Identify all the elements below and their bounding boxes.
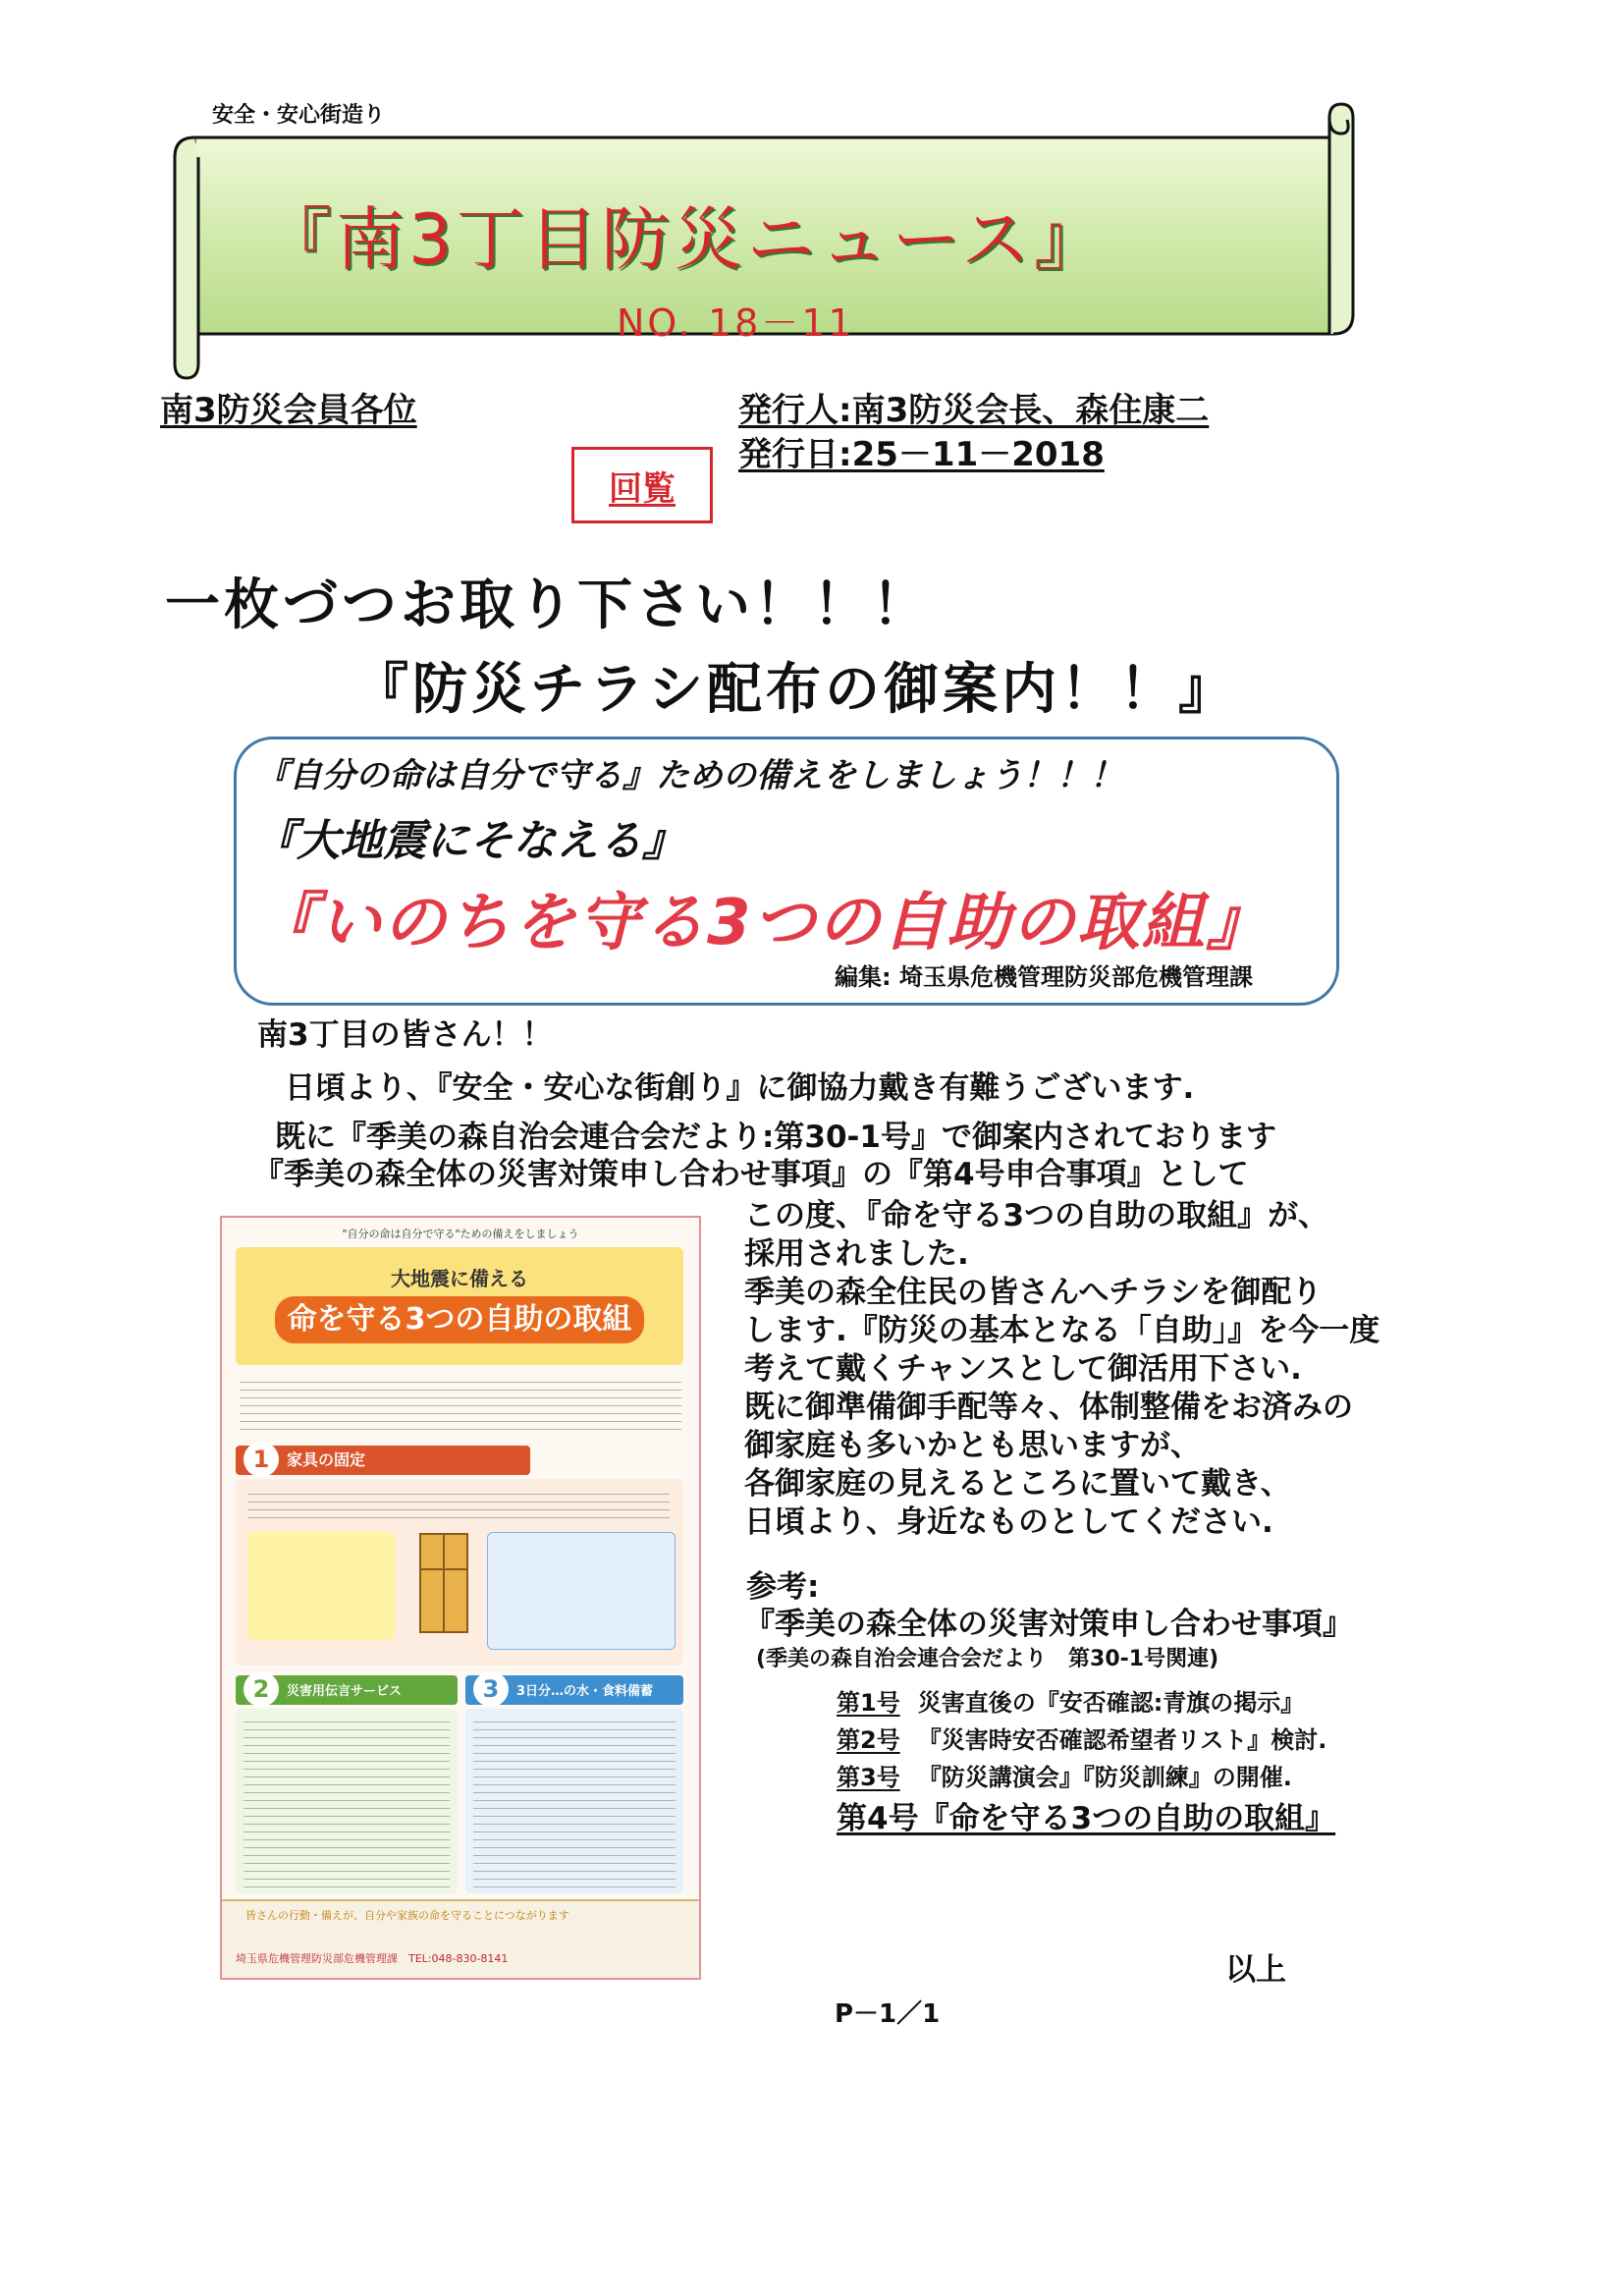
right-line-7: 御家庭も多いかとも思いますが、	[744, 1428, 1201, 1463]
circulation-stamp	[571, 447, 713, 523]
right-line-3: 季美の森全住民の皆さんへチラシを御配り	[744, 1275, 1323, 1310]
reference-item-text: 災害直後の『安否確認:青旗の掲示』	[917, 1689, 1305, 1717]
reference-title: 『季美の森全体の災害対策申し合わせ事項』	[744, 1607, 1353, 1642]
kicker-label: 安全・安心街造り	[212, 103, 386, 128]
reference-item	[837, 1758, 1292, 1792]
reference-subtitle: (季美の森自治会連合会だより 第30-1号関連)	[756, 1647, 1219, 1671]
reference-item-number: 第1号	[837, 1689, 900, 1717]
paragraph-1: 日頃より、『安全・安心な街創り』に御協力戴き有難うございます.	[285, 1070, 1195, 1106]
flyer-section-3-text	[473, 1715, 676, 1887]
reference-item	[837, 1683, 1304, 1718]
right-line-6: 既に御準備御手配等々、体制整備をお済みの	[744, 1390, 1353, 1425]
issue-date: 発行日:25－11－2018	[738, 435, 1105, 474]
reference-item-text: 『命を守る3つの自助の取組』	[918, 1801, 1336, 1836]
newsletter-title: 『南3丁目防災ニュース』	[263, 199, 1108, 280]
flyer-section-2-number: 2	[243, 1671, 279, 1707]
reference-item-number: 第3号	[837, 1764, 900, 1791]
flyer-section-3-number: 3	[473, 1671, 509, 1707]
paragraph-3: 『季美の森全体の災害対策申し合わせ事項』の『第4号申合事項』として	[253, 1157, 1249, 1192]
reference-item-text: 『災害時安否確認希望者リスト』検討.	[917, 1726, 1327, 1754]
slogan-line-3: 『いのちを守る3つの自助の取組』	[253, 887, 1271, 959]
flyer-thumbnail	[220, 1216, 701, 1980]
flyer-section-1-title: 家具の固定	[287, 1450, 366, 1469]
flyer-title: 命を守る3つの自助の取組	[275, 1296, 644, 1343]
cabinet-icon	[414, 1530, 473, 1638]
flyer-section-3-title: 3日分…の水・食料備蓄	[516, 1684, 654, 1699]
flyer-footer-message: 皆さんの行動・備えが、自分や家族の命を守ることにつながります	[245, 1909, 569, 1922]
flyer-intro-text	[240, 1375, 681, 1434]
headline-line-2: 『防災チラシ配布の御案内！！』	[353, 658, 1237, 722]
reference-item-text: 『防災講演会』『防災訓練』の開催.	[917, 1764, 1292, 1791]
headline-line-1: 一枚づつお取り下さい！！！	[165, 574, 931, 637]
slogan-editor: 編集: 埼玉県危機管理防災部危機管理課	[835, 963, 1253, 991]
flyer-section-1-header	[236, 1446, 530, 1475]
flyer-section-3-header	[465, 1675, 683, 1705]
right-line-2: 採用されました.	[744, 1236, 969, 1272]
greeting: 南3丁目の皆さん！！	[257, 1017, 553, 1053]
flyer-checklist	[487, 1532, 676, 1650]
right-line-8: 各御家庭の見えるところに置いて戴き、	[744, 1466, 1291, 1502]
closing-mark: 以上	[1225, 1952, 1286, 1988]
flyer-section-2-text	[243, 1715, 450, 1887]
flyer-section-1-number: 1	[243, 1442, 279, 1477]
flyer-section-1-text	[247, 1487, 670, 1518]
right-line-1: この度、『命を守る3つの自助の取組』が、	[744, 1198, 1329, 1233]
reference-label: 参考:	[746, 1569, 820, 1605]
circulation-label: 回覧	[609, 468, 676, 509]
paragraph-2: 既に『季美の森自治会連合会だより:第30-1号』で御案内されております	[275, 1120, 1276, 1155]
flyer-hero	[236, 1247, 683, 1365]
reference-item	[837, 1793, 1335, 1837]
reference-item	[837, 1721, 1326, 1755]
flyer-section-2-header	[236, 1675, 458, 1705]
flyer-footer-contact: 埼玉県危機管理防災部危機管理課 TEL:048-830-8141	[236, 1952, 509, 1965]
page-number: P－1／1	[835, 1999, 941, 2029]
flyer-footer	[222, 1899, 699, 1980]
reference-item-number: 第4号	[837, 1801, 919, 1836]
flyer-furniture-note	[247, 1532, 395, 1640]
flyer-top-text: "自分の命は自分で守る"ための備えをしましょう	[342, 1228, 579, 1240]
reference-item-number: 第2号	[837, 1726, 900, 1754]
recipients: 南3防災会員各位	[160, 391, 417, 430]
issue-number: NO. 18－11	[617, 301, 855, 345]
right-line-4: します.『防災の基本となる「自助」』を今一度	[744, 1313, 1380, 1348]
right-line-9: 日頃より、身近なものとしてください.	[744, 1504, 1273, 1540]
flyer-subtitle: 大地震に備える	[391, 1267, 528, 1290]
flyer-section-2-title: 災害用伝言サービス	[287, 1684, 403, 1699]
right-line-5: 考えて戴くチャンスとして御活用下さい.	[744, 1351, 1302, 1387]
slogan-line-2: 『大地震にそなえる』	[253, 816, 685, 866]
slogan-line-1: 『自分の命は自分で守る』ための備えをしましょう！！！	[255, 756, 1123, 795]
issuer: 発行人:南3防災会長、森住康二	[738, 391, 1210, 430]
